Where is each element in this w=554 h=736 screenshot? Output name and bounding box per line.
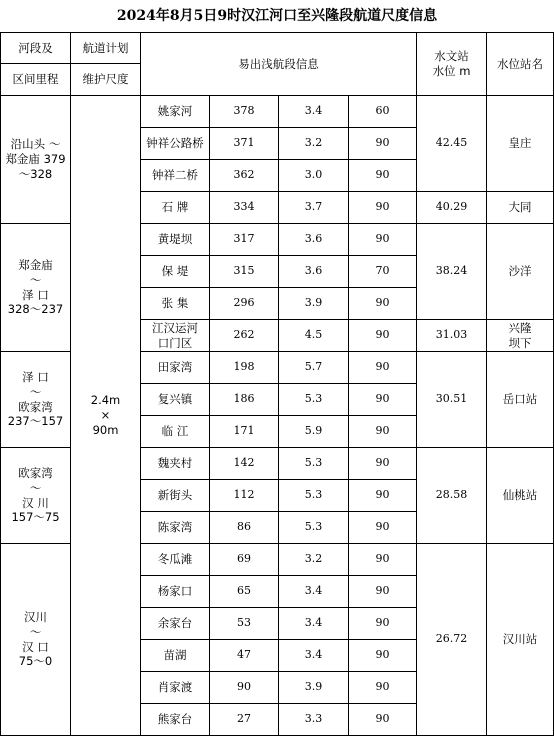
mileage-cell: 198 bbox=[210, 352, 279, 384]
mileage-cell: 262 bbox=[210, 320, 279, 352]
place-cell: 黄堤坝 bbox=[141, 224, 210, 256]
width-cell: 70 bbox=[349, 256, 417, 288]
place-cell: 石 牌 bbox=[141, 192, 210, 224]
header-plan: 航道计划 bbox=[71, 33, 141, 64]
station-name-cell: 大同 bbox=[487, 192, 554, 224]
maintenance-times: × bbox=[100, 408, 111, 423]
place-cell: 陈家湾 bbox=[141, 512, 210, 544]
mileage-cell: 27 bbox=[210, 704, 279, 736]
maintenance-cell bbox=[71, 96, 141, 736]
mileage-cell: 112 bbox=[210, 480, 279, 512]
water-level-cell: 31.03 bbox=[417, 320, 487, 352]
header-segment: 河段及 bbox=[1, 33, 71, 64]
width-cell: 90 bbox=[349, 608, 417, 640]
depth-cell: 3.4 bbox=[279, 96, 349, 128]
mileage-cell: 186 bbox=[210, 384, 279, 416]
place-cell: 张 集 bbox=[141, 288, 210, 320]
depth-cell: 3.4 bbox=[279, 640, 349, 672]
width-cell: 90 bbox=[349, 416, 417, 448]
width-cell: 90 bbox=[349, 160, 417, 192]
depth-cell: 5.3 bbox=[279, 512, 349, 544]
water-level-cell: 30.51 bbox=[417, 352, 487, 448]
place-cell: 保 堤 bbox=[141, 256, 210, 288]
depth-cell: 3.7 bbox=[279, 192, 349, 224]
header-maintenance: 维护尺度 bbox=[71, 64, 141, 96]
width-cell: 90 bbox=[349, 512, 417, 544]
width-cell: 90 bbox=[349, 352, 417, 384]
depth-cell: 5.7 bbox=[279, 352, 349, 384]
place-cell: 钟祥公路桥 bbox=[141, 128, 210, 160]
place-cell: 新街头 bbox=[141, 480, 210, 512]
mileage-cell: 69 bbox=[210, 544, 279, 576]
mileage-cell: 371 bbox=[210, 128, 279, 160]
depth-cell: 3.3 bbox=[279, 704, 349, 736]
place-cell: 冬瓜滩 bbox=[141, 544, 210, 576]
water-level-cell: 26.72 bbox=[417, 544, 487, 736]
width-cell: 90 bbox=[349, 640, 417, 672]
place-cell: 钟祥二桥 bbox=[141, 160, 210, 192]
width-cell: 90 bbox=[349, 448, 417, 480]
channel-info-table bbox=[0, 32, 554, 736]
depth-cell: 3.6 bbox=[279, 224, 349, 256]
header-mileage: 区间里程 bbox=[1, 64, 71, 96]
depth-cell: 5.3 bbox=[279, 384, 349, 416]
width-cell: 90 bbox=[349, 128, 417, 160]
depth-cell: 4.5 bbox=[279, 320, 349, 352]
station-name-cell: 兴隆 坝下 bbox=[487, 320, 554, 352]
maintenance-depth: 2.4m bbox=[90, 393, 121, 408]
place-cell: 田家湾 bbox=[141, 352, 210, 384]
place-cell: 姚家河 bbox=[141, 96, 210, 128]
mileage-cell: 362 bbox=[210, 160, 279, 192]
water-level-cell: 42.45 bbox=[417, 96, 487, 192]
mileage-cell: 296 bbox=[210, 288, 279, 320]
width-cell: 90 bbox=[349, 224, 417, 256]
width-cell: 90 bbox=[349, 704, 417, 736]
depth-cell: 5.3 bbox=[279, 480, 349, 512]
width-cell: 60 bbox=[349, 96, 417, 128]
width-cell: 90 bbox=[349, 192, 417, 224]
water-level-cell: 38.24 bbox=[417, 224, 487, 320]
depth-cell: 3.9 bbox=[279, 672, 349, 704]
place-cell: 熊家台 bbox=[141, 704, 210, 736]
station-name-cell: 岳口站 bbox=[487, 352, 554, 448]
segment-cell: 泽 口 ～ 欧家湾 237～157 bbox=[1, 352, 71, 448]
depth-cell: 3.2 bbox=[279, 544, 349, 576]
header-water-level-line2: 水位 m bbox=[432, 64, 471, 78]
header-water-level-line1: 水文站 bbox=[434, 49, 469, 64]
header-station-name: 水位站名 bbox=[487, 33, 554, 96]
header-water-level bbox=[417, 33, 487, 96]
water-level-cell: 40.29 bbox=[417, 192, 487, 224]
station-name-cell: 汉川站 bbox=[487, 544, 554, 736]
place-cell: 临 江 bbox=[141, 416, 210, 448]
mileage-cell: 53 bbox=[210, 608, 279, 640]
segment-cell: 汉川 ～ 汉 口 75～0 bbox=[1, 544, 71, 736]
mileage-cell: 378 bbox=[210, 96, 279, 128]
mileage-cell: 65 bbox=[210, 576, 279, 608]
depth-cell: 3.4 bbox=[279, 576, 349, 608]
mileage-cell: 47 bbox=[210, 640, 279, 672]
place-cell: 余家台 bbox=[141, 608, 210, 640]
mileage-cell: 317 bbox=[210, 224, 279, 256]
place-cell: 杨家口 bbox=[141, 576, 210, 608]
segment-cell: 欧家湾 ～ 汉 川 157～75 bbox=[1, 448, 71, 544]
place-cell: 苗湖 bbox=[141, 640, 210, 672]
maintenance-width: 90m bbox=[92, 422, 119, 437]
width-cell: 90 bbox=[349, 480, 417, 512]
place-cell: 复兴镇 bbox=[141, 384, 210, 416]
mileage-cell: 334 bbox=[210, 192, 279, 224]
depth-cell: 3.4 bbox=[279, 608, 349, 640]
width-cell: 90 bbox=[349, 672, 417, 704]
page-title: 2024年8月5日9时汉江河口至兴隆段航道尺度信息 bbox=[116, 8, 438, 24]
header-shoal-info: 易出浅航段信息 bbox=[141, 33, 417, 96]
width-cell: 90 bbox=[349, 544, 417, 576]
width-cell: 90 bbox=[349, 288, 417, 320]
width-cell: 90 bbox=[349, 320, 417, 352]
width-cell: 90 bbox=[349, 384, 417, 416]
depth-cell: 3.0 bbox=[279, 160, 349, 192]
water-level-cell: 28.58 bbox=[417, 448, 487, 544]
depth-cell: 3.9 bbox=[279, 288, 349, 320]
place-cell: 魏夹村 bbox=[141, 448, 210, 480]
segment-cell: 郑金庙 ～ 泽 口 328～237 bbox=[1, 224, 71, 352]
station-name-cell: 沙洋 bbox=[487, 224, 554, 320]
depth-cell: 5.9 bbox=[279, 416, 349, 448]
depth-cell: 5.3 bbox=[279, 448, 349, 480]
width-cell: 90 bbox=[349, 576, 417, 608]
place-cell: 肖家渡 bbox=[141, 672, 210, 704]
station-name-cell: 仙桃站 bbox=[487, 448, 554, 544]
mileage-cell: 315 bbox=[210, 256, 279, 288]
mileage-cell: 142 bbox=[210, 448, 279, 480]
mileage-cell: 90 bbox=[210, 672, 279, 704]
depth-cell: 3.2 bbox=[279, 128, 349, 160]
mileage-cell: 86 bbox=[210, 512, 279, 544]
mileage-cell: 171 bbox=[210, 416, 279, 448]
depth-cell: 3.6 bbox=[279, 256, 349, 288]
station-name-cell: 皇庄 bbox=[487, 96, 554, 192]
segment-cell: 沿山头 ～ 郑金庙 379 ～328 bbox=[1, 96, 71, 224]
place-cell: 江汉运河 口门区 bbox=[141, 320, 210, 352]
